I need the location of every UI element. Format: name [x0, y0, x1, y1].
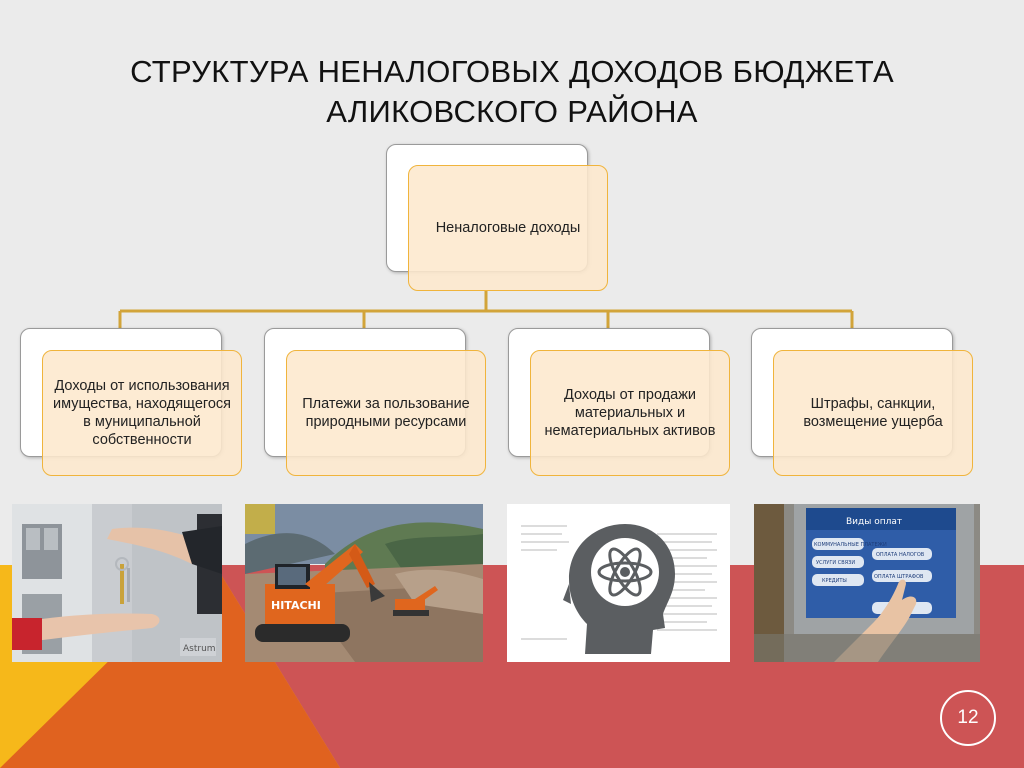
child-node-2-label: Платежи за пользование природными ресурсами — [302, 396, 470, 430]
title-line-1: СТРУКТУРА НЕНАЛОГОВЫХ ДОХОДОВ БЮДЖЕТА — [130, 54, 894, 89]
terminal-button-3: УСЛУГИ СВЯЗИ — [816, 560, 856, 566]
child-node-1-label: Доходы от использования имущества, находящегося в муниципальной собственности — [52, 378, 232, 448]
title-line-2: АЛИКОВСКОГО РАЙОНА — [326, 94, 698, 129]
page-number: 12 — [957, 707, 979, 728]
terminal-button-4: ОПЛАТА ШТРАФОВ — [874, 574, 924, 580]
child-node-4-label: Штрафы, санкции, возмещение ущерба — [803, 396, 943, 430]
excavator-photo — [245, 504, 483, 662]
child-node-4 — [773, 350, 973, 476]
child-node-1 — [42, 350, 242, 476]
keys-handover-photo — [12, 504, 222, 662]
payment-terminal-photo — [754, 504, 980, 662]
terminal-button-2: ОПЛАТА НАЛОГОВ — [876, 552, 925, 558]
excavator-brand: HITACHI — [271, 599, 321, 612]
child-node-3-label: Доходы от продажи материальных и нематериальных активов — [544, 387, 716, 439]
terminal-button-5: КРЕДИТЫ — [822, 578, 847, 584]
root-node — [408, 165, 608, 291]
keys-photo-watermark: Astrum — [183, 644, 216, 654]
child-node-3 — [530, 350, 730, 476]
atom-head-icon — [507, 504, 730, 662]
child-node-2 — [286, 350, 486, 476]
page-number-badge — [940, 690, 996, 746]
terminal-screen-title: Виды оплат — [846, 517, 903, 527]
root-node-label: Неналоговые доходы — [435, 220, 581, 236]
terminal-button-1: КОММУНАЛЬНЫЕ ПЛАТЕЖИ — [814, 542, 887, 548]
